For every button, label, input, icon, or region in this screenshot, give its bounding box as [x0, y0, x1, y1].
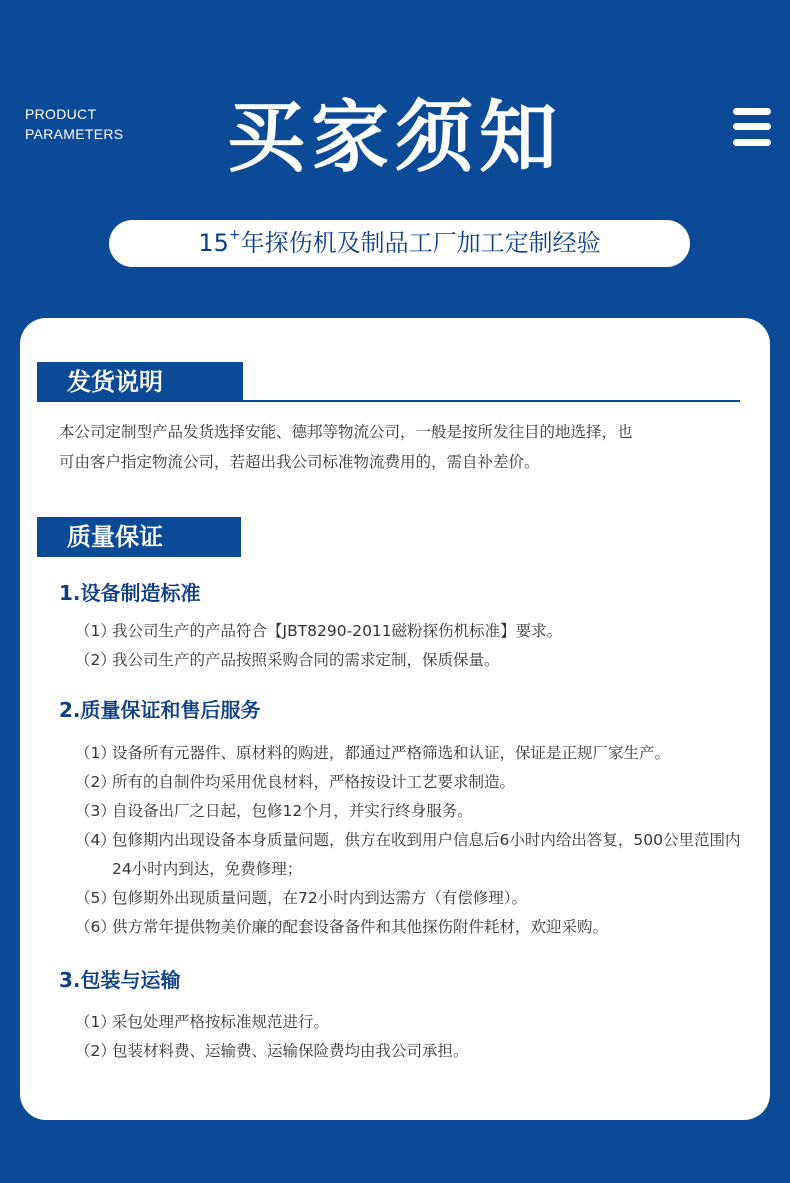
- list-item: [75, 739, 765, 768]
- quality-subtitle-1: 1.设备制造标准: [59, 581, 201, 605]
- list-item-text: 采包处理严格按标准规范进行。: [112, 1013, 330, 1031]
- list-item-text: 自设备出厂之日起，包修12个月，并实行终身服务。: [112, 802, 473, 820]
- list-item-text: 供方常年提供物美价廉的配套设备备件和其他探伤附件耗材，欢迎采购。: [112, 918, 609, 936]
- shipping-divider: [37, 400, 740, 402]
- experience-plus: +: [228, 227, 241, 243]
- quality-list-2: [75, 739, 765, 942]
- list-item-number: （5）: [75, 889, 116, 907]
- list-item-number: （2）: [75, 651, 116, 669]
- shipping-text: [59, 417, 739, 477]
- list-item: [75, 617, 765, 646]
- list-item-number: （1）: [75, 622, 116, 640]
- list-item: [75, 884, 765, 913]
- list-item-text: 所有的自制件均采用优良材料，严格按设计工艺要求制造。: [112, 773, 516, 791]
- list-item: [75, 797, 765, 826]
- shipping-line-1: 本公司定制型产品发货选择安能、德邦等物流公司，一般是按所发往目的地选择，也: [59, 423, 633, 441]
- experience-years: 15: [198, 229, 229, 257]
- list-item-number: （6）: [75, 918, 116, 936]
- list-item: [75, 826, 765, 884]
- experience-text: 年探伤机及制品工厂加工定制经验: [240, 229, 601, 257]
- quality-heading: 质量保证: [37, 517, 241, 557]
- menu-icon[interactable]: [733, 108, 771, 146]
- shipping-heading: 发货说明: [37, 362, 243, 402]
- list-item-text: 包修期外出现质量问题，在72小时内到达需方（有偿修理）。: [112, 889, 527, 907]
- list-item: [75, 913, 765, 942]
- quality-list-3: [75, 1008, 765, 1066]
- experience-banner: [109, 220, 690, 267]
- list-item: [75, 1037, 765, 1066]
- page-title: 买家须知: [226, 93, 563, 183]
- list-item-number: （4）: [75, 831, 116, 849]
- list-item-number: （2）: [75, 773, 116, 791]
- shipping-line-2: 可由客户指定物流公司，若超出我公司标准物流费用的，需自补差价。: [59, 453, 540, 471]
- label-line-2: PARAMETERS: [25, 126, 124, 142]
- list-item-text: 包装材料费、运输费、运输保险费均由我公司承担。: [112, 1042, 469, 1060]
- list-item: [75, 646, 765, 675]
- list-item-text: 设备所有元器件、原材料的购进，都通过严格筛选和认证，保证是正规厂家生产。: [112, 744, 671, 762]
- list-item-number: （3）: [75, 802, 116, 820]
- list-item-text: 我公司生产的产品按照采购合同的需求定制，保质保量。: [112, 651, 500, 669]
- list-item-text: 包修期内出现设备本身质量问题，供方在收到用户信息后6小时内给出答复，500公里范围内24小时内到达，免费修理；: [112, 831, 741, 878]
- quality-list-1: [75, 617, 765, 675]
- list-item: [75, 768, 765, 797]
- list-item: [75, 1008, 765, 1037]
- list-item-number: （1）: [75, 744, 116, 762]
- list-item-number: （2）: [75, 1042, 116, 1060]
- quality-subtitle-2: 2.质量保证和售后服务: [59, 698, 261, 722]
- list-item-number: （1）: [75, 1013, 116, 1031]
- list-item-text: 我公司生产的产品符合【JBT8290-2011磁粉探伤机标准】要求。: [112, 622, 563, 640]
- quality-subtitle-3: 3.包装与运输: [59, 968, 181, 992]
- label-line-1: PRODUCT: [25, 106, 97, 122]
